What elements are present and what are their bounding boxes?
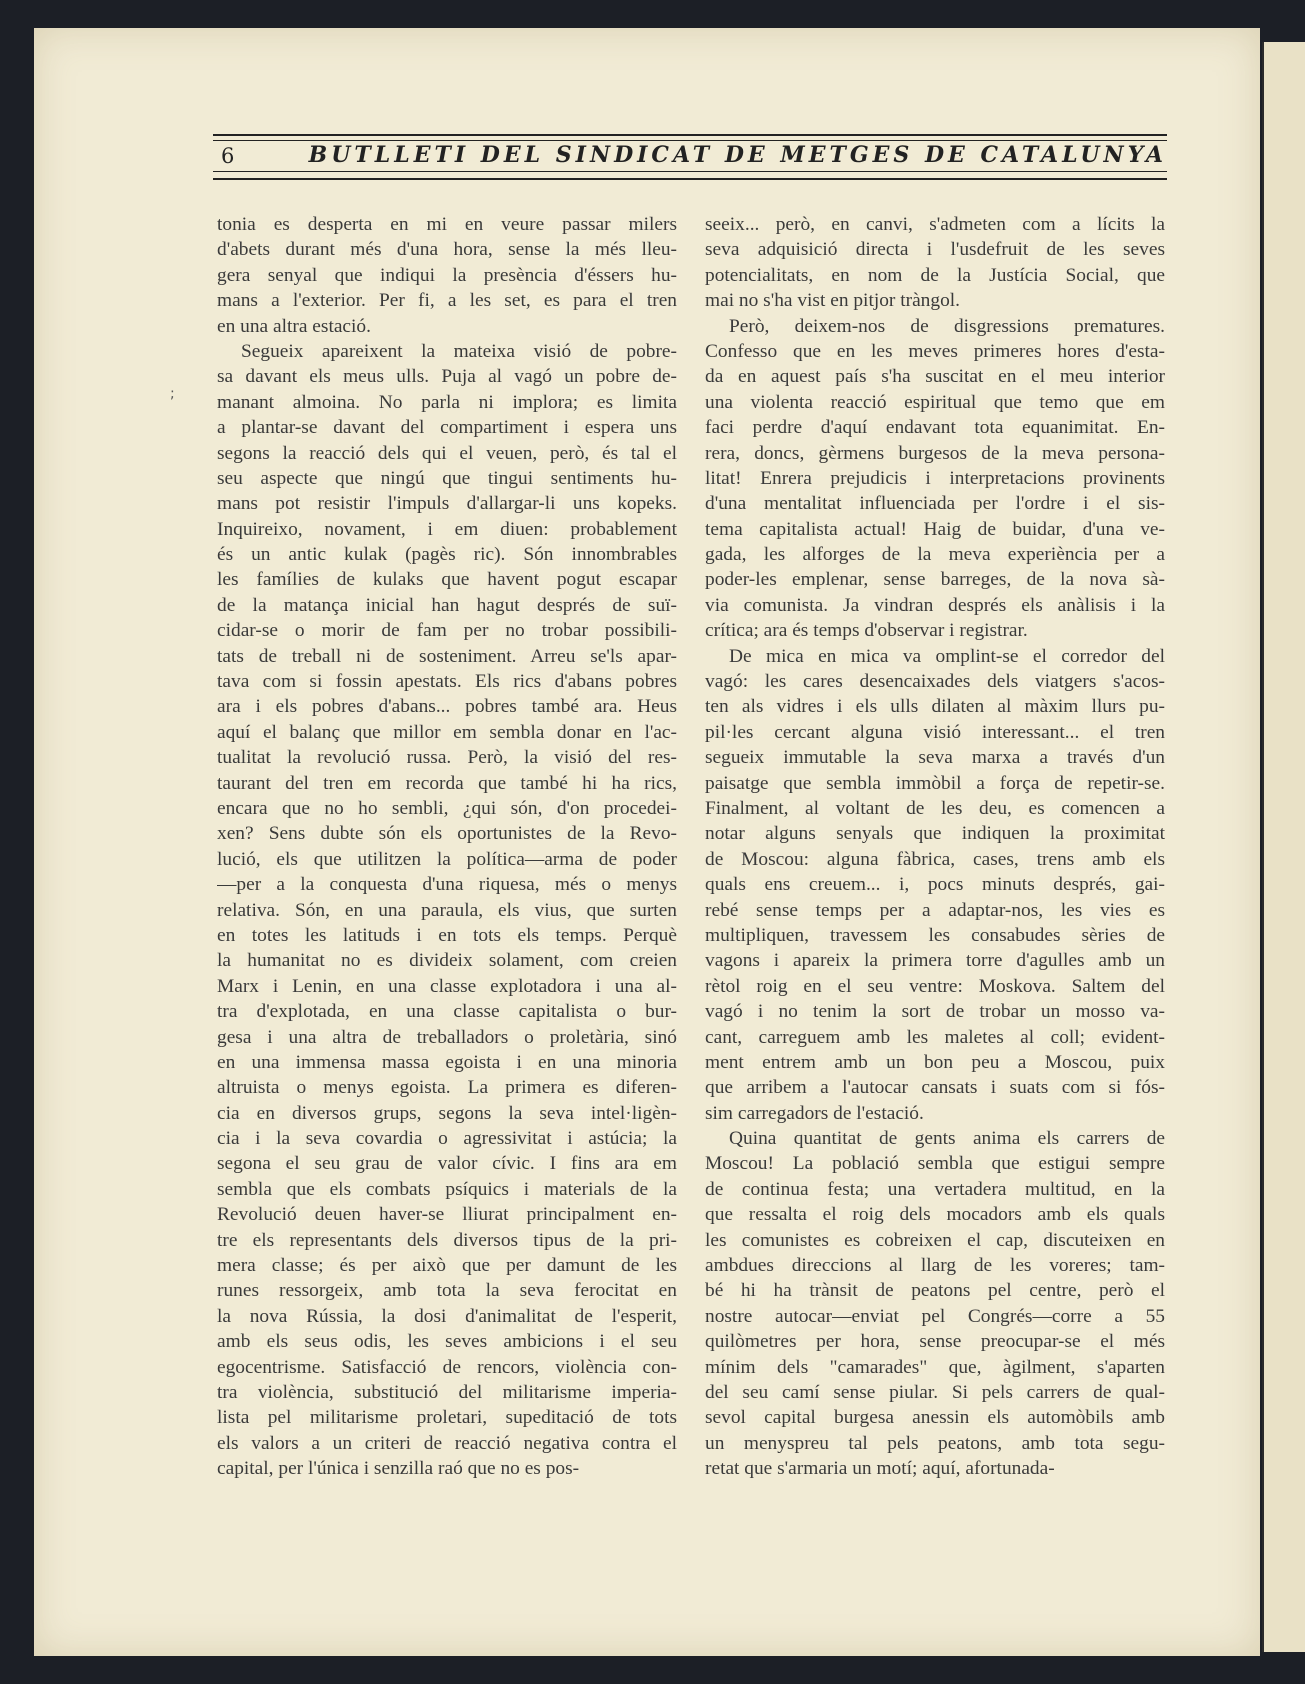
text-line: tats de treball ni de sosteniment. Arreu se'ls apar- — [217, 645, 677, 667]
text-line: sevol capital burgesa anessin els automòbils amb — [705, 1407, 1165, 1429]
text-line: gera senyal que indiqui la presència d'éssers hu- — [217, 264, 677, 286]
text-line: mans a l'exterior. Per fi, a les set, es para el tren — [217, 290, 677, 312]
header-rule-bottom-thin — [213, 171, 1167, 172]
text-line: les comunistes es cobreixen el cap, discuteixen en — [705, 1229, 1165, 1251]
text-line: tra d'explotada, en una classe capitalista o bur- — [217, 1001, 677, 1023]
text-line: és un antic kulak (pagès ric). Són innombrables — [217, 544, 677, 566]
text-line: ten als vidres i els ulls dilaten al màxim llurs pu- — [705, 696, 1165, 718]
text-line: segona el seu grau de valor cívic. I fins ara em — [217, 1153, 677, 1175]
text-line: segons la reacció dels qui el veuen, però, és tal el — [217, 442, 677, 464]
text-line: quals ens creuem... i, pocs minuts després, gai- — [705, 874, 1165, 896]
text-line: multipliquen, travessem les consabudes sèries de — [705, 924, 1165, 946]
text-line: faci perdre d'aquí endavant tota equanimitat. En- — [705, 417, 1165, 439]
text-line: pil·les cercant alguna visió interessant... el tren — [705, 721, 1165, 743]
text-line: capital, per l'única i senzilla raó que no es pos- — [217, 1458, 580, 1480]
text-line: gesa i una altra de treballadors o proletària, sinó — [217, 1026, 677, 1048]
text-line: egocentrisme. Satisfacció de rencors, violència con- — [217, 1356, 677, 1378]
text-line: —per a la conquesta d'una riquesa, més o menys — [217, 874, 677, 896]
text-line: de Moscou: alguna fàbrica, cases, trens amb els — [705, 848, 1165, 870]
text-line: litat! Enrera prejudicis i interpretacions provinents — [705, 467, 1165, 489]
text-line: mai no s'ha vist en pitjor tràngol. — [705, 290, 960, 312]
text-line: tre els representants dels diversos tipus de la pri- — [217, 1229, 677, 1251]
header-rule-top-thin — [213, 140, 1167, 141]
text-line: notar alguns senyals que indiquen la proximitat — [705, 823, 1165, 845]
header-rule-bottom — [213, 178, 1167, 180]
text-line: ambdues direccions al llarg de les voreres; tam- — [705, 1255, 1165, 1277]
text-line: un menyspreu tal pels peatons, amb tota segu- — [705, 1432, 1165, 1454]
text-line: vagó i no tenim la sort de trobar un mosso va- — [705, 1001, 1165, 1023]
text-line: tra violència, substitució del militarisme imperia- — [217, 1381, 677, 1403]
text-line: d'abets durant més d'una hora, sense la més lleu- — [217, 239, 677, 261]
text-line: sim carregadors de l'estació. — [705, 1102, 924, 1124]
text-line: Però, deixem-nos de disgressions prematures. — [729, 315, 1165, 337]
text-line: da en aquest país s'ha suscitat en el meu interior — [705, 366, 1165, 388]
text-line: potencialitats, en nom de la Justícia Social, que — [705, 264, 1165, 286]
text-line: Marx i Lenin, en una classe explotadora i una al- — [217, 975, 677, 997]
text-line: Segueix apareixent la mateixa visió de pobre- — [241, 340, 677, 362]
text-line: lució, els que utilitzen la política—arma de poder — [217, 848, 677, 870]
text-line: que ressalta el roig dels mocadors amb els quals — [705, 1204, 1165, 1226]
text-line: mera classe; és per això que per damunt de les — [217, 1255, 677, 1277]
text-line: sembla que els combats psíquics i materials de la — [217, 1178, 677, 1200]
text-line: aquí el balanç que millor em sembla donar en l'ac- — [217, 721, 677, 743]
text-line: quilòmetres per hora, sense preocupar-se el més — [705, 1331, 1165, 1353]
adjacent-page-edge — [1262, 42, 1305, 1652]
text-line: cia i la seva covardia o agressivitat i astúcia; la — [217, 1128, 677, 1150]
text-line: segueix immutable la seva marxa a través d'un — [705, 747, 1165, 769]
text-line: vagons i apareix la primera torre d'agulles amb un — [705, 950, 1165, 972]
text-line: crítica; ara és temps d'observar i registrar. — [705, 620, 1028, 642]
text-line: Revolució deuen haver-se lliurat principalment en- — [217, 1204, 677, 1226]
text-line: una violenta reacció espiritual que temo que em — [705, 391, 1165, 413]
text-line: que arribem a l'autocar cansats i suats com si fós- — [705, 1077, 1165, 1099]
text-line: tava com si fossin apestats. Els rics d'abans pobres — [217, 671, 677, 693]
text-line: vagó: les cares desencaixades dels viatgers s'acos- — [705, 671, 1165, 693]
text-line: poder-les emplenar, sense barreges, de la nova sà- — [705, 569, 1165, 591]
text-line: rebé sense temps per a adaptar-nos, les vies es — [705, 899, 1165, 921]
text-line: tonia es desperta en mi en veure passar milers — [217, 214, 677, 235]
text-line: Finalment, al voltant de les deu, es comencen a — [705, 797, 1165, 819]
margin-mark: ; — [170, 386, 175, 402]
text-line: en una immensa massa egoista i en una minoria — [217, 1051, 677, 1073]
text-line: relativa. Són, en una paraula, els vius, que surten — [217, 899, 677, 921]
text-line: taurant del tren em recorda que també hi ha rics, — [217, 772, 677, 794]
text-line: encara que no ho sembli, ¿qui són, d'on procedei- — [217, 797, 677, 819]
text-line: runes ressorgeix, amb tota la seva ferocitat en — [217, 1280, 677, 1302]
text-line: seeix... però, en canvi, s'admeten com a lícits la — [705, 214, 1165, 235]
text-line: en totes les latituds i en tots els temps. Perquè — [217, 924, 677, 946]
text-line: Quina quantitat de gents anima els carrers de — [729, 1128, 1165, 1150]
text-line: sa davant els meus ulls. Puja al vagó un pobre de- — [217, 366, 677, 388]
header-rule-top — [213, 134, 1167, 136]
text-line: bé hi ha trànsit de peatons pel centre, però el — [705, 1280, 1165, 1302]
text-line: de la matança inicial han hagut després de suï- — [217, 594, 677, 616]
text-line: tualitat la revolució russa. Però, la visió del res- — [217, 747, 677, 769]
text-line: del seu camí sense piular. Si pels carrers de qual- — [705, 1381, 1165, 1403]
text-line: ment entrem amb un bon peu a Moscou, puix — [705, 1051, 1165, 1073]
text-line: la humanitat no es divideix solament, com creien — [217, 950, 677, 972]
page-number: 6 — [219, 144, 240, 168]
text-line: gada, les alforges de la meva experiència per a — [705, 544, 1165, 566]
journal-title: BUTLLETI DEL SINDICAT DE METGES DE CATALUNYA — [308, 142, 1167, 168]
text-line: els valors a un criteri de reacció negativa contra el — [217, 1432, 677, 1454]
text-line: manant almoina. No parla ni implora; es limita — [217, 391, 677, 413]
text-line: cidar-se o morir de fam per no trobar possibili- — [217, 620, 677, 642]
text-line: rètol roig en el seu ventre: Moskova. Saltem del — [705, 975, 1165, 997]
text-line: les famílies de kulaks que havent pogut escapar — [217, 569, 677, 591]
text-line: cant, carreguem amb les maletes al coll; evident- — [705, 1026, 1165, 1048]
text-line: d'una mentalitat influenciada per l'ordre i el sis- — [705, 493, 1165, 515]
text-line: lista pel militarisme proletari, supeditació de tots — [217, 1407, 677, 1429]
text-line: via comunista. Ja vindran després els anàlisis i la — [705, 594, 1165, 616]
text-line: nostre autocar—enviat pel Congrés—corre a 55 — [705, 1305, 1165, 1327]
page-header — [213, 128, 1167, 188]
text-line: la nova Rússia, la dosi d'animalitat de l'esperit, — [217, 1305, 677, 1327]
text-line: tema capitalista actual! Haig de buidar, d'una ve- — [705, 518, 1165, 540]
left-column — [217, 212, 677, 1482]
text-line: ara i els pobres d'abans... pobres també ara. Heus — [217, 696, 677, 718]
text-line: Inquireixo, novament, i em diuen: probablement — [217, 518, 677, 540]
text-line: cia en diversos grups, segons la seva intel·ligèn- — [217, 1102, 677, 1124]
text-line: mínim dels "camarades" que, àgilment, s'aparten — [705, 1356, 1165, 1378]
text-line: retat que s'armaria un motí; aquí, afortunada- — [705, 1458, 1055, 1480]
text-line: mans pot resistir l'impuls d'allargar-li uns kopeks. — [217, 493, 677, 515]
text-line: Moscou! La població sembla que estigui sempre — [705, 1153, 1165, 1175]
text-line: xen? Sens dubte són els oportunistes de la Revo- — [217, 823, 677, 845]
text-line: a plantar-se davant del compartiment i espera uns — [217, 417, 677, 439]
text-line: amb els seus odis, les seves ambicions i el seu — [217, 1331, 677, 1353]
text-line: Confesso que en les meves primeres hores d'esta- — [705, 340, 1165, 362]
text-line: rera, doncs, gèrmens burgesos de la meva persona- — [705, 442, 1165, 464]
text-line: De mica en mica va omplint-se el corredor del — [729, 645, 1165, 667]
text-line: altruista o menys egoista. La primera es diferen- — [217, 1077, 677, 1099]
text-line: en una altra estació. — [217, 315, 371, 337]
right-column — [705, 212, 1165, 1482]
text-line: seva adquisició directa i l'usdefruit de les seves — [705, 239, 1165, 261]
text-line: paisatge que sembla immòbil a força de repetir-se. — [705, 772, 1165, 794]
text-line: de continua festa; una vertadera multitud, en la — [705, 1178, 1165, 1200]
text-line: seu aspecte que ningú que tingui sentiments hu- — [217, 467, 677, 489]
